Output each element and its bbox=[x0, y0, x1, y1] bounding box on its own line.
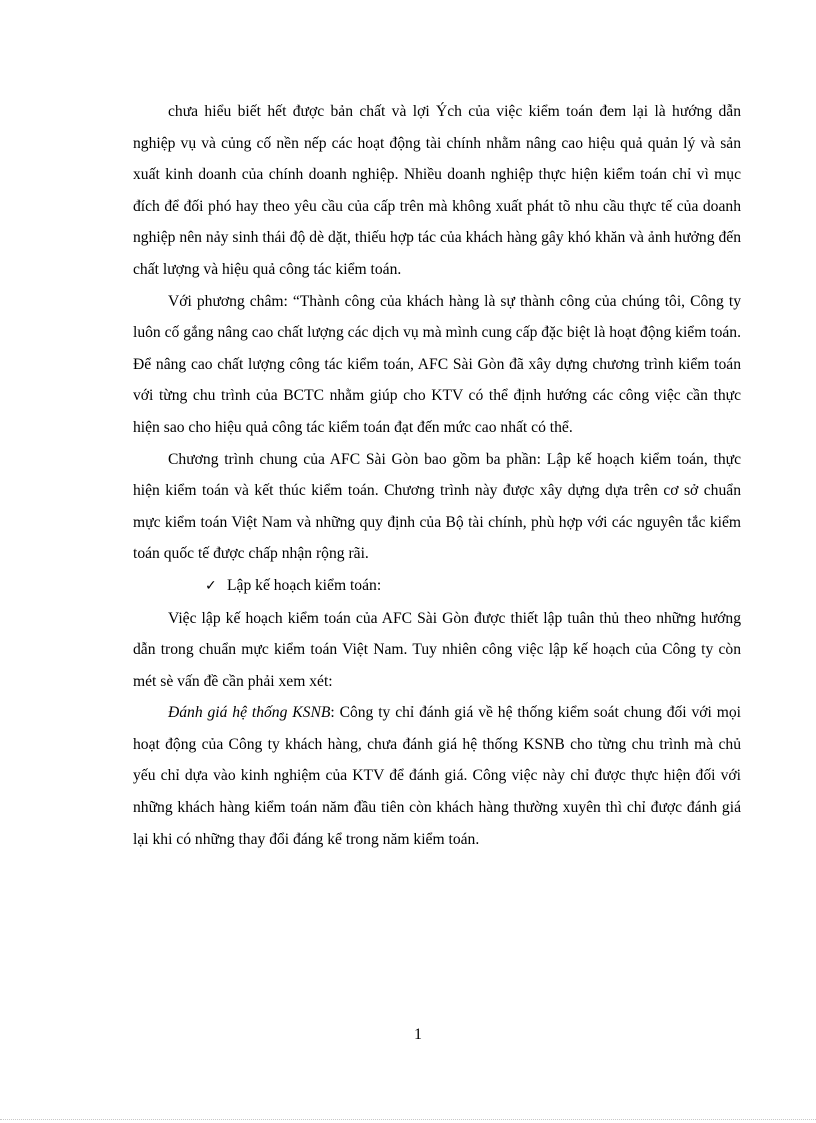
paragraph-ksnb-evaluation bbox=[133, 697, 741, 855]
paragraph-continuation: chưa hiểu biết hết được bản chất và lợi Ých của việc kiểm toán đem lại là hướng dẫn nghiệp vụ và củng cố nền nếp các hoạt động tài chính nhằm nâng cao hiệu quả quản lý và sản xuất kinh doanh của chính doanh nghiệp. Nhiều doanh nghiệp thực hiện kiểm toán chỉ vì mục đích để đối phó hay theo yêu cầu của cấp trên mà không xuất phát tõ nhu cầu thực tế của doanh nghiệp nên nảy sinh thái độ dè dặt, thiếu hợp tác của khách hàng gây khó khăn và ảnh hưởng đến chất lượng và hiệu quả công tác kiểm toán. bbox=[133, 103, 741, 278]
page-number: 1 bbox=[414, 1026, 422, 1043]
paragraph-motto: Với phương châm: “Thành công của khách hàng là sự thành công của chúng tôi, Công ty luôn cố gắng nâng cao chất lượng các dịch vụ mà mình cung cấp đặc biệt là hoạt động kiểm toán. Để nâng cao chất lượng công tác kiểm toán, AFC Sài Gòn đã xây dựng chương trình kiểm toán với từng chu trình của BCTC nhằm giúp cho KTV có thể định hướng các công việc cần thực hiện sao cho hiệu quả công tác kiểm toán đạt đến mức cao nhất có thể. bbox=[133, 292, 741, 436]
document-body bbox=[133, 96, 741, 855]
page-bottom-border bbox=[0, 1119, 816, 1120]
paragraph-planning: Việc lập kế hoạch kiểm toán của AFC Sài Gòn được thiết lập tuân thủ theo những hướng dẫn trong chuẩn mực kiểm toán Việt Nam. Tuy nhiên công việc lập kế hoạch của Công ty còn mét sè vấn đề cần phải xem xét: bbox=[133, 609, 741, 690]
checklist-item-label: Lập kế hoạch kiểm toán: bbox=[227, 576, 382, 594]
ksnb-body-text: : Công ty chỉ đánh giá về hệ thống kiểm soát chung đối với mọi hoạt động của Công ty khách hàng, chưa đánh giá hệ thống KSNB cho từng chu trình mà chủ yếu chỉ dựa vào kinh nghiệm của KTV để đánh giá. Công việc này chỉ được thực hiện đối với những khách hàng kiểm toán năm đầu tiên còn khách hàng thường xuyên thì chỉ được đánh giá lại khi có những thay đổi đáng kể trong năm kiểm toán. bbox=[133, 704, 741, 848]
paragraph-program-overview: Chương trình chung của AFC Sài Gòn bao gồm ba phần: Lập kế hoạch kiểm toán, thực hiện kiểm toán và kết thúc kiểm toán. Chương trình này được xây dựng dựa trên cơ sở chuẩn mực kiểm toán Việt Nam và những quy định của Bộ tài chính, phù hợp với các nguyên tắc kiểm toán quốc tế được chấp nhận rộng rãi. bbox=[133, 450, 741, 563]
ksnb-lead-heading: Đánh giá hệ thống KSNB bbox=[168, 704, 331, 722]
checklist-item-planning bbox=[133, 570, 741, 603]
checkmark-icon: ✓ bbox=[205, 577, 217, 594]
